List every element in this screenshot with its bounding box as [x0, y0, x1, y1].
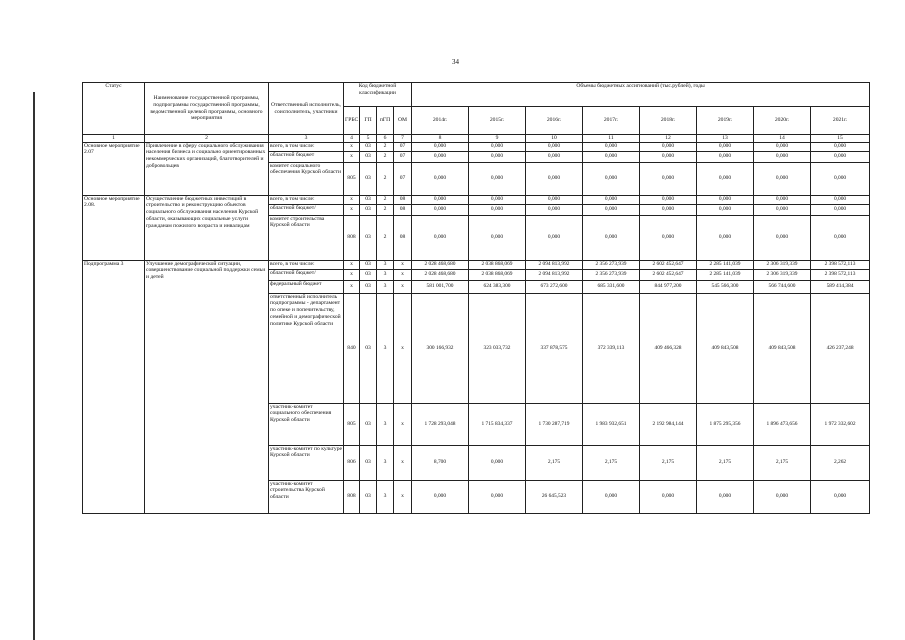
header-year: 2014г. [412, 107, 469, 135]
row-code-gp: 03 [360, 403, 377, 445]
row-amount: 1 728 293,048 [412, 403, 469, 445]
budget-table [82, 82, 870, 514]
row-code-pgp: 3 [377, 403, 394, 445]
row-amount: 2 028 468,680 [412, 269, 469, 280]
row-amount: 2 192 984,144 [640, 403, 697, 445]
row-amount: 0,000 [412, 204, 469, 215]
row-amount: 0,000 [469, 151, 526, 162]
row-amount: 0,000 [412, 215, 469, 260]
row-amount: 0,000 [697, 204, 754, 215]
row-amount: 2 094 813,992 [526, 260, 583, 269]
row-amount: 1 875 295,356 [697, 403, 754, 445]
header-year: 2017г. [583, 107, 640, 135]
row-code-om: х [394, 293, 412, 403]
row-code-grbs: 840 [344, 293, 360, 403]
row-amount: 0,000 [754, 195, 811, 204]
row-amount: 0,000 [469, 162, 526, 195]
column-number: 14 [754, 135, 811, 143]
row-code-grbs: х [344, 195, 360, 204]
row-amount: 1 983 932,651 [583, 403, 640, 445]
row-amount: 2 094 813,992 [526, 269, 583, 280]
row-amount: 0,000 [697, 151, 754, 162]
row-amount: 0,000 [583, 195, 640, 204]
row-code-gp: 03 [360, 280, 377, 293]
header-year: 2015г. [469, 107, 526, 135]
row-amount: 2 398 572,113 [811, 260, 870, 269]
row-amount: 0,000 [754, 151, 811, 162]
table-row [83, 195, 870, 204]
row-amount: 0,000 [811, 195, 870, 204]
row-amount: 372 339,113 [583, 293, 640, 403]
row-code-om: 07 [394, 151, 412, 162]
row-amount: 2 356 273,939 [583, 269, 640, 280]
row-amount: 2,175 [754, 445, 811, 480]
row-code-pgp: 2 [377, 195, 394, 204]
row-amount: 0,000 [526, 215, 583, 260]
row-amount: 2,175 [526, 445, 583, 480]
row-amount: 1 715 834,337 [469, 403, 526, 445]
row-amount: 0,000 [583, 480, 640, 513]
header-executor: Ответственный исполнитель, соисполнитель, участники [269, 83, 344, 135]
header-volumes: Объемы бюджетных ассигнований (тыс.рублей), годы [412, 83, 870, 107]
row-amount: 0,000 [640, 204, 697, 215]
row-amount: 0,000 [640, 480, 697, 513]
row-amount: 2 398 572,113 [811, 269, 870, 280]
row-amount: 0,000 [754, 142, 811, 151]
row-executor: областной бюджет/ [269, 269, 344, 280]
row-code-gp: 03 [360, 162, 377, 195]
column-number: 1 [83, 135, 145, 143]
row-code-pgp: 3 [377, 445, 394, 480]
row-amount: 0,000 [583, 151, 640, 162]
row-amount: 0,000 [526, 195, 583, 204]
row-amount: 0,000 [526, 142, 583, 151]
row-code-pgp: 3 [377, 269, 394, 280]
row-amount: 844 977,200 [640, 280, 697, 293]
row-amount: 2 285 141,039 [697, 269, 754, 280]
row-amount: 409 843,508 [697, 293, 754, 403]
header-year: 2021г. [811, 107, 870, 135]
column-number: 13 [697, 135, 754, 143]
row-amount: 26 645,523 [526, 480, 583, 513]
row-executor: комитет строительства Курской области [269, 215, 344, 260]
row-amount: 0,000 [697, 142, 754, 151]
row-amount: 0,000 [697, 480, 754, 513]
row-code-om: х [394, 269, 412, 280]
column-number: 3 [269, 135, 344, 143]
row-code-om: х [394, 403, 412, 445]
row-code-gp: 03 [360, 204, 377, 215]
header-code-pgp: пГП [377, 107, 394, 135]
row-amount: 8,700 [412, 445, 469, 480]
row-executor: областной бюджет/ [269, 204, 344, 215]
row-amount: 2 038 868,069 [469, 260, 526, 269]
row-code-om: х [394, 260, 412, 269]
page-margin-line [33, 92, 35, 640]
row-code-om: 07 [394, 142, 412, 151]
row-code-gp: 03 [360, 142, 377, 151]
column-number: 15 [811, 135, 870, 143]
row-amount: 0,000 [469, 204, 526, 215]
row-amount: 0,000 [640, 151, 697, 162]
row-amount: 2,175 [583, 445, 640, 480]
column-number: 12 [640, 135, 697, 143]
header-code-gp: ГП [360, 107, 377, 135]
row-amount: 300 166,932 [412, 293, 469, 403]
row-amount: 426 237,248 [811, 293, 870, 403]
row-code-om: 08 [394, 204, 412, 215]
row-amount: 0,000 [811, 142, 870, 151]
row-amount: 0,000 [526, 204, 583, 215]
column-number: 8 [412, 135, 469, 143]
row-code-pgp: 3 [377, 293, 394, 403]
header-name: Наименование государственной программы, подпрограммы государственной программы, ведомственной целевой программы, основного мероприятия [145, 83, 269, 135]
row-amount: 0,000 [640, 215, 697, 260]
row-code-pgp: 2 [377, 151, 394, 162]
row-executor: участник-комитет социального обеспечения Курской области [269, 403, 344, 445]
row-amount: 1 730 287,719 [526, 403, 583, 445]
row-executor: всего, в том числе: [269, 260, 344, 269]
row-amount: 2 285 141,039 [697, 260, 754, 269]
column-number: 6 [377, 135, 394, 143]
row-code-pgp: 3 [377, 480, 394, 513]
row-code-pgp: 3 [377, 280, 394, 293]
row-amount: 0,000 [697, 162, 754, 195]
row-code-grbs: 805 [344, 162, 360, 195]
row-amount: 2 602 452,647 [640, 260, 697, 269]
table-row [83, 260, 870, 269]
row-executor: всего, в том числе: [269, 142, 344, 151]
row-amount: 0,000 [697, 195, 754, 204]
row-code-gp: 03 [360, 215, 377, 260]
row-code-grbs: х [344, 260, 360, 269]
row-amount: 0,000 [412, 195, 469, 204]
row-code-pgp: 2 [377, 142, 394, 151]
column-numbers-row [83, 135, 870, 143]
row-amount: 2,175 [697, 445, 754, 480]
row-code-om: 08 [394, 215, 412, 260]
row-amount: 0,000 [811, 162, 870, 195]
row-status: Основное мероприятие 2.08. [83, 195, 145, 260]
row-amount: 589 414,384 [811, 280, 870, 293]
row-code-pgp: 3 [377, 260, 394, 269]
row-executor: федеральный бюджет [269, 280, 344, 293]
row-code-gp: 03 [360, 445, 377, 480]
row-code-grbs: х [344, 269, 360, 280]
row-amount: 0,000 [640, 162, 697, 195]
row-code-gp: 03 [360, 151, 377, 162]
row-amount: 2 028 468,680 [412, 260, 469, 269]
budget-table-body [83, 142, 870, 513]
row-code-om: х [394, 480, 412, 513]
row-executor: комитет социального обеспечения Курской области [269, 162, 344, 195]
row-code-gp: 03 [360, 293, 377, 403]
row-amount: 2 306 319,339 [754, 260, 811, 269]
header-year: 2018г. [640, 107, 697, 135]
row-amount: 0,000 [583, 162, 640, 195]
row-code-pgp: 2 [377, 215, 394, 260]
row-amount: 0,000 [469, 195, 526, 204]
row-amount: 2 602 452,647 [640, 269, 697, 280]
row-executor: участник-комитет по культуре Курской области [269, 445, 344, 480]
row-amount: 409 843,508 [754, 293, 811, 403]
column-number: 11 [583, 135, 640, 143]
row-code-pgp: 2 [377, 162, 394, 195]
row-amount: 566 744,600 [754, 280, 811, 293]
row-code-gp: 03 [360, 195, 377, 204]
row-code-gp: 03 [360, 480, 377, 513]
header-year: 2019г. [697, 107, 754, 135]
row-code-grbs: 808 [344, 215, 360, 260]
row-code-grbs: 805 [344, 403, 360, 445]
row-code-gp: 03 [360, 260, 377, 269]
column-number: 10 [526, 135, 583, 143]
row-amount: 0,000 [583, 204, 640, 215]
row-amount: 0,000 [469, 480, 526, 513]
row-amount: 545 566,300 [697, 280, 754, 293]
column-number: 9 [469, 135, 526, 143]
row-code-gp: 03 [360, 269, 377, 280]
row-executor: областной бюджет [269, 151, 344, 162]
column-number: 4 [344, 135, 360, 143]
row-amount: 0,000 [469, 445, 526, 480]
row-code-pgp: 2 [377, 204, 394, 215]
row-amount: 581 001,700 [412, 280, 469, 293]
row-code-om: 07 [394, 162, 412, 195]
row-amount: 2,175 [640, 445, 697, 480]
row-amount: 1 972 332,602 [811, 403, 870, 445]
column-number: 5 [360, 135, 377, 143]
row-code-grbs: 806 [344, 445, 360, 480]
row-amount: 0,000 [754, 215, 811, 260]
row-status: Основное мероприятие 2.07 [83, 142, 145, 195]
page-number: 34 [452, 58, 459, 66]
row-status: Подпрограмма 3 [83, 260, 145, 513]
row-program-name: Улучшение демографической ситуации, совершенствование социальной поддержки семьи и детей [145, 260, 269, 513]
table-row [83, 142, 870, 151]
row-amount: 0,000 [811, 204, 870, 215]
row-code-om: х [394, 445, 412, 480]
row-amount: 2,262 [811, 445, 870, 480]
row-executor: участник-комитет строительства Курской области [269, 480, 344, 513]
row-amount: 685 331,600 [583, 280, 640, 293]
row-program-name: Осуществление бюджетных инвестиций в строительство и реконструкцию объектов социального обслуживания населения Курской области, оказывающих социальные услуги гражданам пожилого возраста и инвалидам [145, 195, 269, 260]
row-amount: 673 272,600 [526, 280, 583, 293]
row-program-name: Привлечение в сферу социального обслуживания населения бизнеса и социально ориентированных некоммерческих организаций, благотворителей и добровольцев [145, 142, 269, 195]
header-year: 2016г. [526, 107, 583, 135]
header-year: 2020г. [754, 107, 811, 135]
header-code-grbs: ГРБС [344, 107, 360, 135]
row-amount: 0,000 [412, 162, 469, 195]
row-amount: 0,000 [811, 151, 870, 162]
row-amount: 0,000 [754, 204, 811, 215]
column-number: 2 [145, 135, 269, 143]
row-amount: 323 033,732 [469, 293, 526, 403]
row-amount: 0,000 [697, 215, 754, 260]
row-amount: 0,000 [754, 480, 811, 513]
row-code-grbs: х [344, 280, 360, 293]
row-amount: 0,000 [811, 215, 870, 260]
row-amount: 0,000 [412, 480, 469, 513]
row-amount: 409 466,328 [640, 293, 697, 403]
row-amount: 0,000 [412, 142, 469, 151]
row-amount: 2 306 319,339 [754, 269, 811, 280]
header-status: Статус [83, 83, 145, 135]
column-number: 7 [394, 135, 412, 143]
row-amount: 0,000 [640, 195, 697, 204]
row-amount: 0,000 [811, 480, 870, 513]
row-amount: 0,000 [583, 215, 640, 260]
row-amount: 0,000 [754, 162, 811, 195]
row-code-om: 08 [394, 195, 412, 204]
row-amount: 0,000 [412, 151, 469, 162]
row-executor: ответственный исполнитель подпрограммы - департамент по опеке и попечительству, семейной и демографической политике Курской области [269, 293, 344, 403]
row-amount: 2 038 868,069 [469, 269, 526, 280]
row-code-om: х [394, 280, 412, 293]
row-amount: 2 356 273,939 [583, 260, 640, 269]
row-amount: 0,000 [469, 142, 526, 151]
header-code-om: ОМ [394, 107, 412, 135]
row-amount: 0,000 [583, 142, 640, 151]
row-amount: 337 878,575 [526, 293, 583, 403]
row-amount: 624 383,300 [469, 280, 526, 293]
header-budget-code: Код бюджетной классификации [344, 83, 412, 107]
row-amount: 0,000 [526, 162, 583, 195]
row-amount: 0,000 [640, 142, 697, 151]
row-code-grbs: х [344, 204, 360, 215]
row-code-grbs: 808 [344, 480, 360, 513]
row-code-grbs: х [344, 151, 360, 162]
row-executor: всего, в том числе: [269, 195, 344, 204]
row-amount: 0,000 [469, 215, 526, 260]
row-code-grbs: х [344, 142, 360, 151]
row-amount: 1 896 473,656 [754, 403, 811, 445]
row-amount: 0,000 [526, 151, 583, 162]
